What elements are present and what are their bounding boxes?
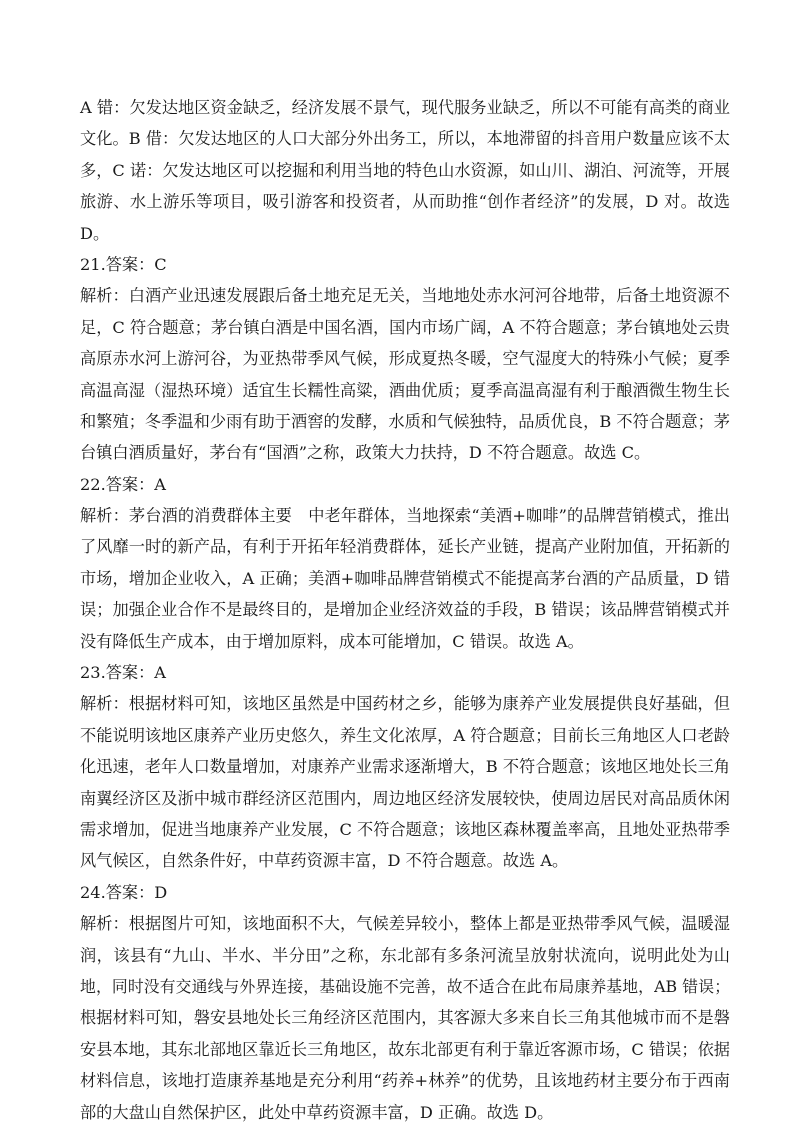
analysis-line: 解析：茅台酒的消费群体主要 中老年群体，当地探索“美酒+咖啡”的品牌营销模式，推出 [80, 506, 730, 526]
answer-heading-22: 22.答案：A [80, 474, 166, 494]
analysis-line: 根据材料可知，磐安县地处长三角经济区范围内，其客源大多来自长三角其他城市而不是磐 [80, 1008, 730, 1028]
analysis-line: 解析：根据图片可知，该地面积不大，气候差异较小，整体上都是亚热带季风气候，温暖湿 [80, 914, 730, 934]
analysis-line: 安县本地，其东北部地区靠近长三角地区，故东北部更有利于靠近客源市场，C 错误；依据 [80, 1039, 730, 1059]
analysis-line: 高温高湿（湿热环境）适宜生长糯性高粱，酒曲优质；夏季高温高湿有利于酿酒微生物生长 [80, 380, 730, 400]
analysis-line: 了风靡一时的新产品，有利于开拓年轻消费群体，延长产业链，提高产业附加值，开拓新的 [80, 537, 730, 557]
analysis-line: 化迅速，老年人口数量增加，对康养产业需求逐渐增大，B 不符合题意；该地区地处长三角 [80, 757, 730, 777]
analysis-line: 和繁殖；冬季温和少雨有助于酒窖的发酵，水质和气候独特，品质优良，B 不符合题意；茅 [80, 411, 730, 431]
answer-heading-21: 21.答案：C [80, 254, 167, 274]
paragraph-line: D。 [80, 223, 110, 243]
analysis-line: 台镇白酒质量好，茅台有“国酒”之称，政策大力扶持，D 不符合题意。故选 C。 [80, 443, 651, 463]
analysis-line: 材料信息，该地打造康养基地是充分利用“药养+林养”的优势，且该地药材主要分布于西南 [80, 1071, 730, 1091]
paragraph-line: 多，C 诺：欠发达地区可以挖掘和利用当地的特色山水资源，如山川、湖泊、河流等，开展 [80, 160, 730, 180]
analysis-line: 润，该县有“九山、半水、半分田”之称，东北部有多条河流呈放射状流向，说明此处为山 [80, 945, 730, 965]
answer-heading-24: 24.答案：D [80, 882, 168, 902]
analysis-line: 没有降低生产成本，由于增加原料，成本可能增加，C 错误。故选 A。 [80, 631, 584, 651]
answer-heading-23: 23.答案：A [80, 663, 166, 683]
analysis-line: 误；加强企业合作不是最终目的，是增加企业经济效益的手段，B 错误；该品牌营销模式并 [80, 600, 730, 620]
analysis-line: 解析：白酒产业迅速发展跟后备土地充足无关，当地地处赤水河河谷地带，后备土地资源不 [80, 286, 730, 306]
analysis-line: 南翼经济区及浙中城市群经济区范围内，周边地区经济发展较快，使周边居民对高品质休闲 [80, 788, 730, 808]
paragraph-line: 文化。B 借：欠发达地区的人口大部分外出务工，所以，本地滞留的抖音用户数量应该不太 [80, 129, 730, 149]
analysis-line: 市场，增加企业收入，A 正确；美酒+咖啡品牌营销模式不能提高茅台酒的产品质量，D 错 [80, 568, 730, 588]
analysis-line: 地，同时没有交通线与外界连接，基础设施不完善，故不适合在此布局康养基地，AB 错误； [80, 976, 730, 996]
analysis-line: 不能说明该地区康养产业历史悠久，养生文化浓厚，A 符合题意；目前长三角地区人口老龄 [80, 725, 730, 745]
analysis-line: 部的大盘山自然保护区，此处中草药资源丰富，D 正确。故选 D。 [80, 1102, 554, 1122]
analysis-line: 需求增加，促进当地康养产业发展，C 不符合题意；该地区森林覆盖率高，且地处亚热带季 [80, 819, 730, 839]
paragraph-line: A 错：欠发达地区资金缺乏，经济发展不景气，现代服务业缺乏，所以不可能有高类的商业 [80, 98, 730, 117]
paragraph-line: 旅游、水上游乐等项目，吸引游客和投资者，从而助推“创作者经济”的发展，D 对。故选 [80, 192, 730, 212]
analysis-line: 足，C 符合题意；茅台镇白酒是中国名酒，国内市场广阔，A 不符合题意；茅台镇地处云贵 [80, 317, 730, 337]
document-body [80, 92, 730, 1128]
analysis-line: 风气候区，自然条件好，中草药资源丰富，D 不符合题意。故选 A。 [80, 851, 569, 871]
analysis-line: 解析：根据材料可知，该地区虽然是中国药材之乡，能够为康养产业发展提供良好基础，但 [80, 694, 730, 714]
analysis-line: 高原赤水河上游河谷，为亚热带季风气候，形成夏热冬暖，空气湿度大的特殊小气候；夏季 [80, 349, 730, 369]
